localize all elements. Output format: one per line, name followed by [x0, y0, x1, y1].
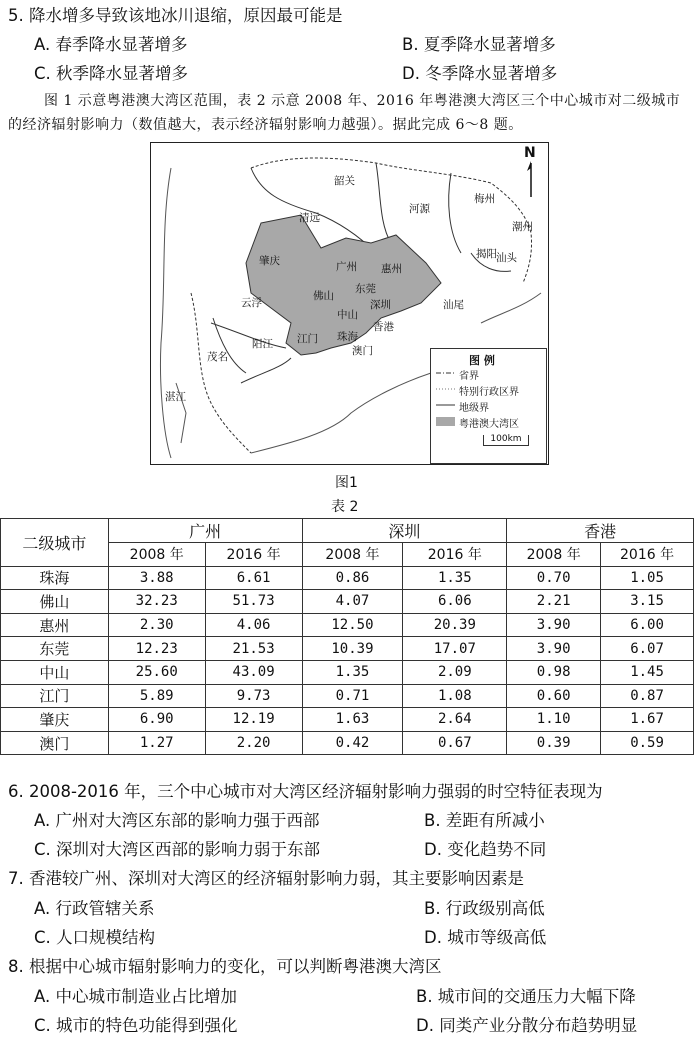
table-row [1, 708, 694, 732]
city-label: 梅州 [474, 193, 495, 205]
value-cell: 4.06 [205, 613, 302, 637]
year-header: 2008 年 [108, 543, 205, 567]
city-label: 潮州 [512, 221, 533, 233]
year-header: 2016 年 [601, 543, 694, 567]
value-cell: 1.45 [601, 660, 694, 684]
value-cell: 51.73 [205, 590, 302, 614]
value-cell: 3.88 [108, 566, 205, 590]
q5-stem: 5. 降水增多导致该地冰川退缩，原因最可能是 [8, 6, 343, 25]
table-row [1, 660, 694, 684]
value-cell: 2.64 [403, 708, 507, 732]
value-cell: 1.27 [108, 731, 205, 755]
value-cell: 0.67 [403, 731, 507, 755]
value-cell: 0.98 [507, 660, 601, 684]
q7-option-c: C. 人口规模结构 [34, 928, 156, 947]
row-header: 二级城市 [1, 519, 109, 567]
table-caption: 表 2 [331, 499, 359, 515]
bay-area-map [150, 142, 549, 465]
table-row [1, 684, 694, 708]
q8-option-a: A. 中心城市制造业占比增加 [34, 987, 237, 1006]
city-label: 韶关 [334, 175, 355, 187]
q7-option-a: A. 行政管辖关系 [34, 899, 155, 918]
legend-title: 图 例 [469, 354, 495, 367]
city-cell: 珠海 [1, 566, 109, 590]
map-legend [430, 348, 547, 464]
city-cell: 江门 [1, 684, 109, 708]
scale-bar: 100km [483, 435, 529, 446]
legend-symbols [435, 369, 457, 439]
center-header: 香港 [507, 519, 694, 543]
value-cell: 17.07 [403, 637, 507, 661]
table-row [1, 590, 694, 614]
q5-option-c: C. 秋季降水显著增多 [34, 64, 189, 83]
city-label: 江门 [297, 333, 318, 345]
city-label: 清远 [299, 212, 320, 224]
city-label: 广州 [336, 261, 357, 273]
value-cell: 20.39 [403, 613, 507, 637]
city-label: 深圳 [370, 299, 391, 311]
value-cell: 12.19 [205, 708, 302, 732]
q8-option-d: D. 同类产业分散分布趋势明显 [416, 1016, 638, 1035]
value-cell: 0.86 [302, 566, 403, 590]
city-label: 河源 [409, 203, 430, 215]
q7-option-b: B. 行政级别高低 [424, 899, 545, 918]
value-cell: 21.53 [205, 637, 302, 661]
value-cell: 1.35 [302, 660, 403, 684]
city-label: 香港 [373, 321, 394, 333]
value-cell: 5.89 [108, 684, 205, 708]
value-cell: 25.60 [108, 660, 205, 684]
value-cell: 2.20 [205, 731, 302, 755]
value-cell: 3.15 [601, 590, 694, 614]
q8-option-b: B. 城市间的交通压力大幅下降 [416, 987, 636, 1006]
q6-option-c: C. 深圳对大湾区西部的影响力弱于东部 [34, 840, 321, 859]
value-cell: 3.90 [507, 613, 601, 637]
value-cell: 2.30 [108, 613, 205, 637]
value-cell: 43.09 [205, 660, 302, 684]
value-cell: 1.05 [601, 566, 694, 590]
city-label: 惠州 [381, 263, 402, 275]
north-arrow-icon [525, 161, 537, 199]
q6-option-a: A. 广州对大湾区东部的影响力强于西部 [34, 811, 320, 830]
value-cell: 9.73 [205, 684, 302, 708]
value-cell: 2.09 [403, 660, 507, 684]
legend-item: 特别行政区界 [459, 387, 519, 398]
city-label: 汕头 [496, 252, 517, 264]
value-cell: 6.06 [403, 590, 507, 614]
table-row [1, 637, 694, 661]
value-cell: 3.90 [507, 637, 601, 661]
year-header: 2016 年 [403, 543, 507, 567]
table-row [1, 731, 694, 755]
value-cell: 1.67 [601, 708, 694, 732]
city-label: 东莞 [355, 283, 376, 295]
city-cell: 中山 [1, 660, 109, 684]
legend-item: 省界 [459, 371, 479, 382]
year-header: 2008 年 [302, 543, 403, 567]
city-label: 佛山 [313, 290, 334, 302]
q6-stem: 6. 2008-2016 年，三个中心城市对大湾区经济辐射影响力强弱的时空特征表现为 [8, 782, 603, 801]
city-cell: 肇庆 [1, 708, 109, 732]
city-label: 珠海 [337, 331, 358, 343]
value-cell: 6.07 [601, 637, 694, 661]
intro-paragraph: 图 1 示意粤港澳大湾区范围，表 2 示意 2008 年、2016 年粤港澳大湾区三个中心城市对二级城市的经济辐射影响力（数值越大，表示经济辐射影响力越强）。据此完成 6～8 题。 [8, 93, 681, 133]
north-label: N [524, 145, 536, 161]
city-label: 澳门 [352, 345, 373, 357]
city-label: 揭阳 [476, 248, 497, 260]
influence-table [0, 518, 694, 755]
city-label: 汕尾 [443, 299, 464, 311]
value-cell: 6.00 [601, 613, 694, 637]
q8-option-c: C. 城市的特色功能得到强化 [34, 1016, 238, 1035]
city-cell: 澳门 [1, 731, 109, 755]
value-cell: 0.70 [507, 566, 601, 590]
value-cell: 6.61 [205, 566, 302, 590]
q5-option-a: A. 春季降水显著增多 [34, 35, 188, 54]
value-cell: 1.10 [507, 708, 601, 732]
city-label: 云浮 [241, 297, 262, 309]
value-cell: 0.42 [302, 731, 403, 755]
figure-caption: 图1 [335, 475, 358, 491]
value-cell: 2.21 [507, 590, 601, 614]
q5-option-b: B. 夏季降水显著增多 [402, 35, 556, 54]
city-label: 湛江 [165, 391, 186, 403]
year-header: 2016 年 [205, 543, 302, 567]
city-label: 茂名 [207, 351, 228, 363]
value-cell: 4.07 [302, 590, 403, 614]
value-cell: 0.59 [601, 731, 694, 755]
value-cell: 10.39 [302, 637, 403, 661]
city-label: 阳江 [252, 338, 273, 350]
city-cell: 佛山 [1, 590, 109, 614]
table-row [1, 613, 694, 637]
value-cell: 32.23 [108, 590, 205, 614]
center-header: 深圳 [302, 519, 507, 543]
q6-option-d: D. 变化趋势不同 [424, 840, 547, 859]
center-header: 广州 [108, 519, 302, 543]
value-cell: 0.60 [507, 684, 601, 708]
value-cell: 0.87 [601, 684, 694, 708]
legend-item: 地级界 [459, 403, 489, 414]
q8-stem: 8. 根据中心城市辐射影响力的变化，可以判断粤港澳大湾区 [8, 957, 442, 976]
q5-option-d: D. 冬季降水显著增多 [402, 64, 558, 83]
value-cell: 6.90 [108, 708, 205, 732]
city-label: 肇庆 [259, 255, 280, 267]
value-cell: 12.50 [302, 613, 403, 637]
table-row [1, 566, 694, 590]
value-cell: 0.71 [302, 684, 403, 708]
value-cell: 1.35 [403, 566, 507, 590]
value-cell: 0.39 [507, 731, 601, 755]
city-cell: 东莞 [1, 637, 109, 661]
value-cell: 1.63 [302, 708, 403, 732]
legend-item: 粤港澳大湾区 [459, 419, 519, 430]
value-cell: 1.08 [403, 684, 507, 708]
q6-option-b: B. 差距有所减小 [424, 811, 545, 830]
q7-stem: 7. 香港较广州、深圳对大湾区的经济辐射影响力弱，其主要影响因素是 [8, 869, 524, 888]
city-cell: 惠州 [1, 613, 109, 637]
q7-option-d: D. 城市等级高低 [424, 928, 547, 947]
year-header: 2008 年 [507, 543, 601, 567]
city-label: 中山 [337, 309, 358, 321]
value-cell: 12.23 [108, 637, 205, 661]
